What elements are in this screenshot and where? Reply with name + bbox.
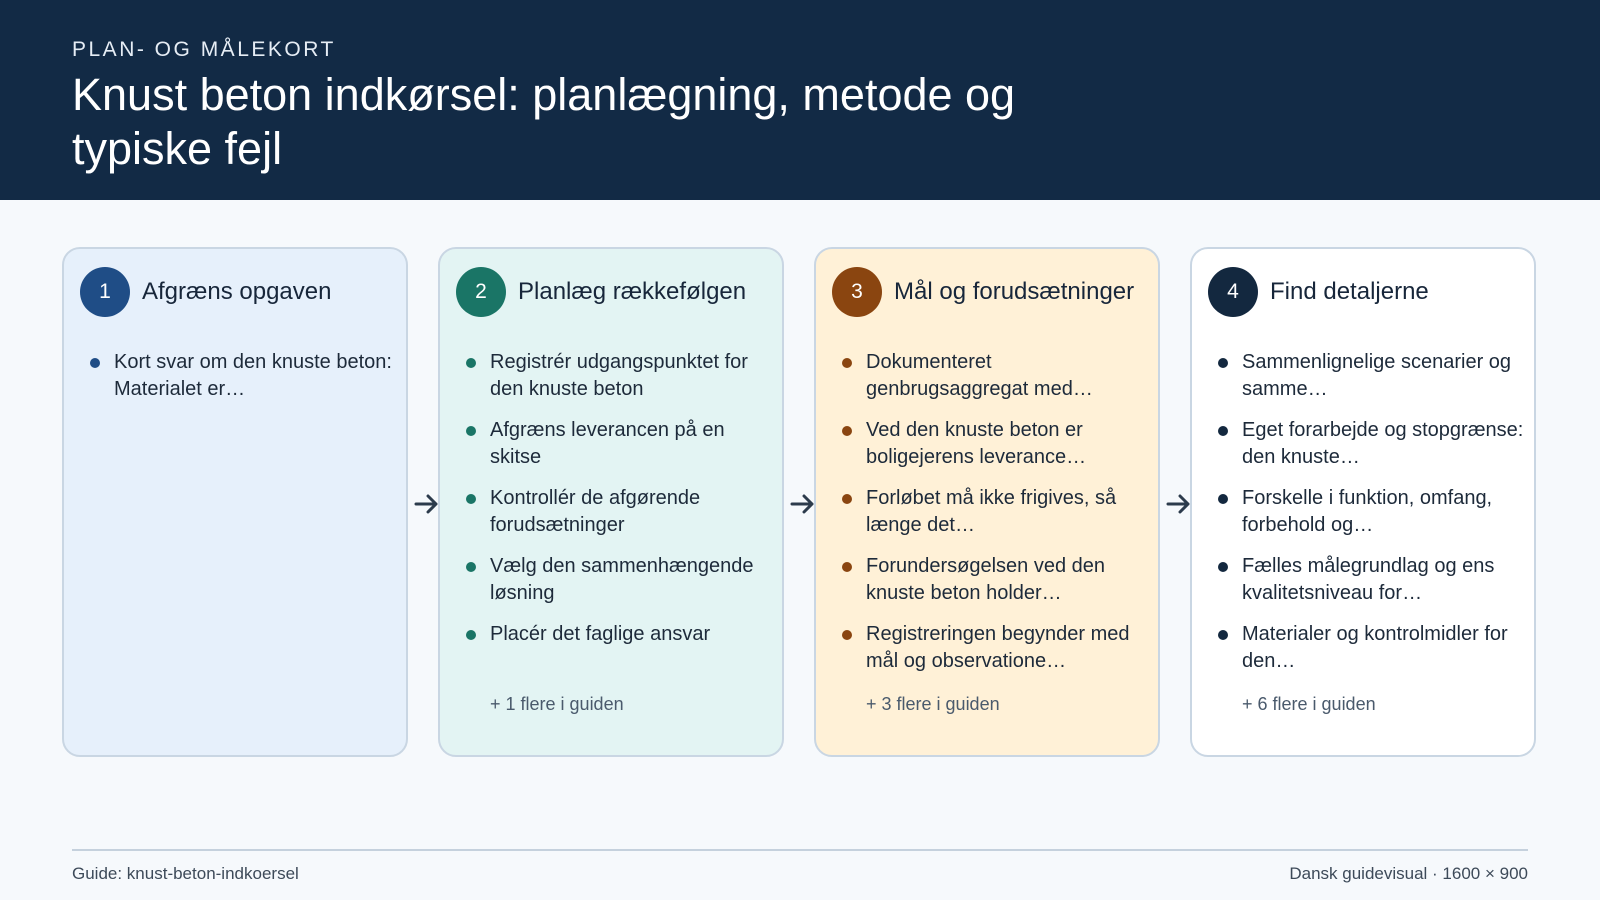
list-item (466, 485, 772, 539)
list-item (842, 621, 1148, 675)
more-in-guide-label: + 6 flere i guiden (1242, 694, 1376, 714)
step-number-badge: 3 (832, 267, 882, 317)
list-item (466, 621, 772, 648)
bullet-dot-icon (1218, 562, 1228, 572)
footer-divider (72, 849, 1528, 851)
list-item-text: Registreringen begynder med mål og observatione… (866, 623, 1130, 672)
list-item (90, 349, 396, 403)
card-title: Mål og forudsætninger (894, 278, 1135, 305)
list-item (466, 349, 772, 403)
list-item-text: Vælg den sammenhængende løsning (490, 555, 754, 604)
list-item (1218, 417, 1524, 471)
bullet-dot-icon (842, 562, 852, 572)
page-title: Knust beton indkørsel: planlægning, metode og typiske fejl (72, 69, 1016, 174)
footer-meta: Dansk guidevisual · 1600 × 900 (1289, 864, 1528, 883)
bullet-list (466, 349, 772, 662)
bullet-list (842, 349, 1148, 689)
footer-guide-slug: Guide: knust-beton-indkoersel (72, 864, 299, 883)
bullet-dot-icon (466, 494, 476, 504)
bullet-dot-icon (90, 358, 100, 368)
card-header (456, 267, 746, 317)
step-number-badge: 4 (1208, 267, 1258, 317)
list-item (842, 349, 1148, 403)
card-header (832, 267, 1134, 317)
arrow-right-icon (414, 486, 440, 522)
list-item (842, 417, 1148, 471)
list-item-text: Forundersøgelsen ved den knuste beton holder… (866, 555, 1106, 604)
card-title: Find detaljerne (1270, 278, 1429, 305)
list-item-text: Ved den knuste beton er boligejerens leverance… (866, 419, 1087, 468)
bullet-dot-icon (466, 358, 476, 368)
card-header (80, 267, 331, 317)
bullet-dot-icon (842, 494, 852, 504)
list-item-text: Placér det faglige ansvar (490, 623, 711, 645)
step-card-4 (1190, 247, 1536, 757)
list-item (466, 417, 772, 471)
list-item (1218, 553, 1524, 607)
bullet-dot-icon (1218, 426, 1228, 436)
list-item-text: Eget forarbejde og stopgrænse: den knuste… (1242, 419, 1524, 468)
eyebrow-label: PLAN- OG MÅLEKORT (72, 38, 336, 61)
list-item-text: Afgræns leverancen på en skitse (490, 419, 725, 468)
list-item-text: Forløbet må ikke frigives, så længe det… (866, 487, 1117, 536)
bullet-dot-icon (842, 630, 852, 640)
list-item (842, 485, 1148, 539)
step-card-2 (438, 247, 784, 757)
bullet-dot-icon (466, 630, 476, 640)
list-item-text: Sammenlignelige scenarier og samme… (1242, 351, 1512, 400)
bullet-dot-icon (1218, 358, 1228, 368)
list-item-text: Registrér udgangspunktet for den knuste beton (490, 351, 748, 400)
bullet-dot-icon (842, 426, 852, 436)
list-item (1218, 485, 1524, 539)
bullet-list (1218, 349, 1524, 689)
bullet-dot-icon (1218, 630, 1228, 640)
arrow-right-icon (790, 486, 816, 522)
step-card-1 (62, 247, 408, 757)
card-header (1208, 267, 1429, 317)
list-item-text: Kontrollér de afgørende forudsætninger (490, 487, 701, 536)
card-title: Afgræns opgaven (142, 278, 332, 305)
bullet-dot-icon (466, 426, 476, 436)
list-item (466, 553, 772, 607)
bullet-dot-icon (842, 358, 852, 368)
step-number-badge: 1 (80, 267, 130, 317)
bullet-dot-icon (1218, 494, 1228, 504)
bullet-dot-icon (466, 562, 476, 572)
list-item-text: Dokumenteret genbrugsaggregat med… (866, 351, 1093, 400)
more-in-guide-label: + 3 flere i guiden (866, 694, 1000, 714)
list-item-text: Kort svar om den knuste beton: Materialet er… (114, 351, 392, 400)
more-in-guide-label: + 1 flere i guiden (490, 694, 624, 714)
list-item-text: Materialer og kontrolmidler for den… (1242, 623, 1508, 672)
bullet-list (90, 349, 396, 417)
list-item (842, 553, 1148, 607)
list-item (1218, 349, 1524, 403)
step-card-3 (814, 247, 1160, 757)
header-banner (0, 0, 1600, 200)
list-item-text: Fælles målegrundlag og ens kvalitetsniveau for… (1242, 555, 1495, 604)
list-item-text: Forskelle i funktion, omfang, forbehold og… (1242, 487, 1493, 536)
list-item (1218, 621, 1524, 675)
arrow-right-icon (1166, 486, 1192, 522)
card-title: Planlæg rækkefølgen (518, 278, 747, 305)
step-number-badge: 2 (456, 267, 506, 317)
